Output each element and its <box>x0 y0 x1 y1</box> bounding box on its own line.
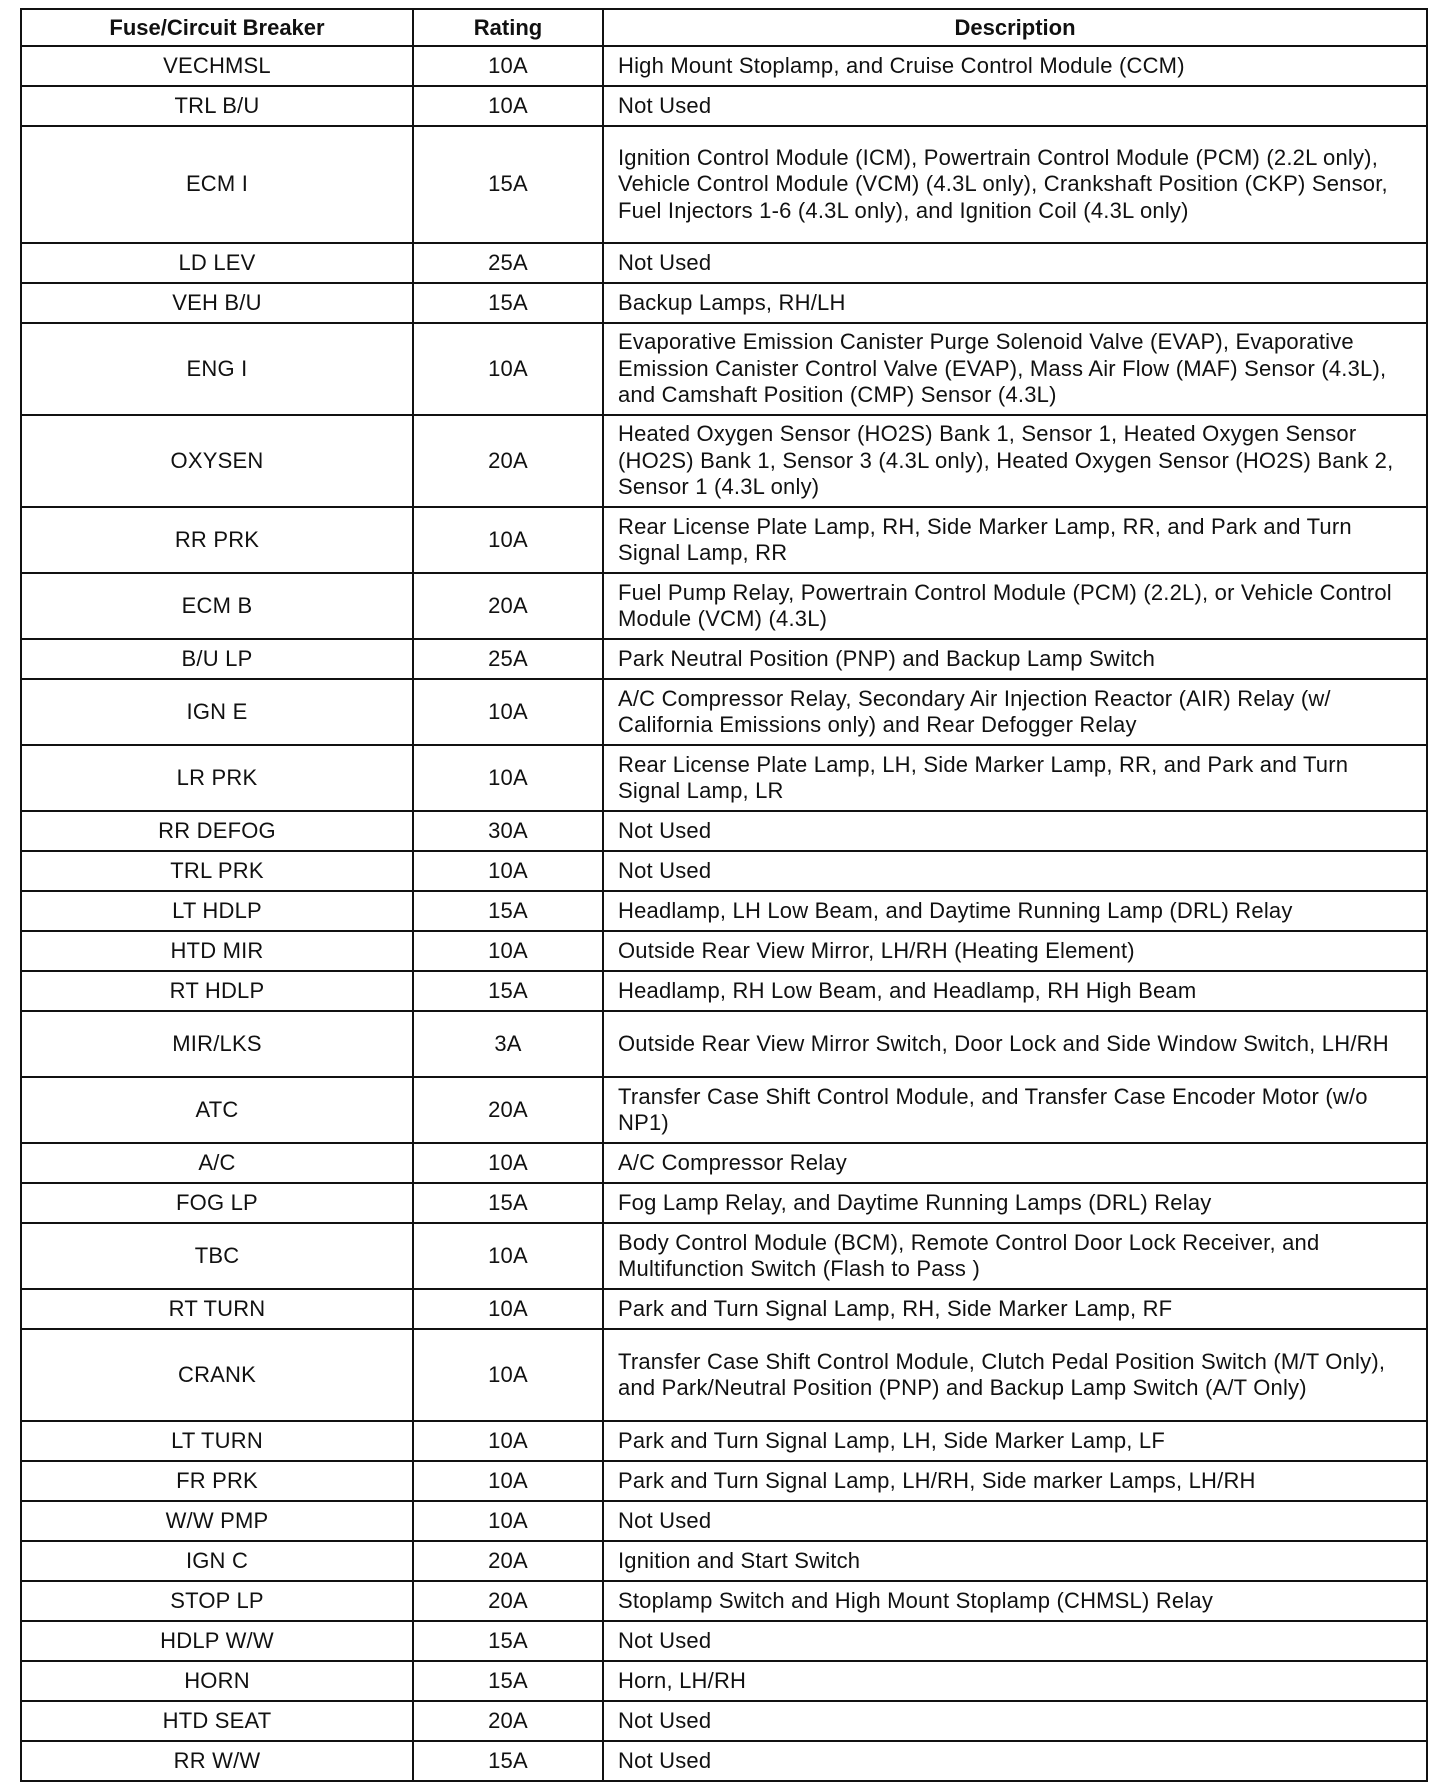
table-row <box>21 1223 1427 1289</box>
table-body <box>21 46 1427 1781</box>
table-row <box>21 1541 1427 1581</box>
description-cell: Not Used <box>603 811 1427 851</box>
fuse-cell: ECM I <box>21 126 413 243</box>
description-cell: Park and Turn Signal Lamp, RH, Side Marker Lamp, RF <box>603 1289 1427 1329</box>
fuse-table <box>20 8 1428 1782</box>
table-row <box>21 1701 1427 1741</box>
table-row <box>21 1077 1427 1143</box>
rating-cell: 10A <box>413 1501 603 1541</box>
rating-cell: 30A <box>413 811 603 851</box>
description-cell: Fog Lamp Relay, and Daytime Running Lamps (DRL) Relay <box>603 1183 1427 1223</box>
rating-cell: 15A <box>413 283 603 323</box>
fuse-table-page <box>20 8 1426 1782</box>
fuse-cell: LT TURN <box>21 1421 413 1461</box>
rating-cell: 20A <box>413 415 603 507</box>
rating-cell: 20A <box>413 1077 603 1143</box>
fuse-cell: TBC <box>21 1223 413 1289</box>
rating-cell: 10A <box>413 507 603 573</box>
table-row <box>21 1289 1427 1329</box>
description-cell: Not Used <box>603 1621 1427 1661</box>
description-cell: Park Neutral Position (PNP) and Backup Lamp Switch <box>603 639 1427 679</box>
description-cell: Backup Lamps, RH/LH <box>603 283 1427 323</box>
rating-cell: 10A <box>413 1289 603 1329</box>
table-row <box>21 971 1427 1011</box>
table-row <box>21 1329 1427 1421</box>
description-cell: Body Control Module (BCM), Remote Control Door Lock Receiver, and Multifunction Switch (Flash to Pass ) <box>603 1223 1427 1289</box>
rating-cell: 10A <box>413 1143 603 1183</box>
rating-cell: 10A <box>413 1461 603 1501</box>
description-cell: Not Used <box>603 1701 1427 1741</box>
description-cell: Not Used <box>603 1741 1427 1781</box>
rating-cell: 10A <box>413 46 603 86</box>
table-row <box>21 1501 1427 1541</box>
rating-cell: 15A <box>413 1741 603 1781</box>
fuse-cell: HTD MIR <box>21 931 413 971</box>
table-row <box>21 507 1427 573</box>
fuse-cell: RR DEFOG <box>21 811 413 851</box>
fuse-cell: VEH B/U <box>21 283 413 323</box>
fuse-cell: ATC <box>21 1077 413 1143</box>
table-row <box>21 639 1427 679</box>
description-cell: Evaporative Emission Canister Purge Solenoid Valve (EVAP), Evaporative Emission Canister Control Valve (EVAP), Mass Air Flow (MAF) Sensor (4.3L), and Camshaft Position (CMP) Sensor (4.3L) <box>603 323 1427 415</box>
table-row <box>21 46 1427 86</box>
fuse-cell: ENG I <box>21 323 413 415</box>
header-rating: Rating <box>413 9 603 46</box>
description-cell: Stoplamp Switch and High Mount Stoplamp (CHMSL) Relay <box>603 1581 1427 1621</box>
header-description: Description <box>603 9 1427 46</box>
rating-cell: 15A <box>413 891 603 931</box>
rating-cell: 20A <box>413 1581 603 1621</box>
description-cell: Not Used <box>603 851 1427 891</box>
rating-cell: 20A <box>413 1701 603 1741</box>
table-row <box>21 1421 1427 1461</box>
description-cell: Fuel Pump Relay, Powertrain Control Module (PCM) (2.2L), or Vehicle Control Module (VCM) (4.3L) <box>603 573 1427 639</box>
fuse-cell: MIR/LKS <box>21 1011 413 1077</box>
table-row <box>21 283 1427 323</box>
table-row <box>21 931 1427 971</box>
rating-cell: 25A <box>413 639 603 679</box>
rating-cell: 15A <box>413 1183 603 1223</box>
fuse-cell: B/U LP <box>21 639 413 679</box>
description-cell: Headlamp, RH Low Beam, and Headlamp, RH High Beam <box>603 971 1427 1011</box>
rating-cell: 25A <box>413 243 603 283</box>
description-cell: Rear License Plate Lamp, LH, Side Marker Lamp, RR, and Park and Turn Signal Lamp, LR <box>603 745 1427 811</box>
description-cell: Ignition Control Module (ICM), Powertrain Control Module (PCM) (2.2L only), Vehicle Control Module (VCM) (4.3L only), Crankshaft Position (CKP) Sensor, Fuel Injectors 1-6 (4.3L only), and Ignition Coil (4.3L only) <box>603 126 1427 243</box>
fuse-cell: ECM B <box>21 573 413 639</box>
table-row <box>21 1461 1427 1501</box>
table-row <box>21 86 1427 126</box>
fuse-cell: LR PRK <box>21 745 413 811</box>
rating-cell: 10A <box>413 851 603 891</box>
fuse-cell: LD LEV <box>21 243 413 283</box>
table-row <box>21 415 1427 507</box>
description-cell: Park and Turn Signal Lamp, LH, Side Marker Lamp, LF <box>603 1421 1427 1461</box>
fuse-cell: TRL PRK <box>21 851 413 891</box>
table-header <box>21 9 1427 46</box>
description-cell: Outside Rear View Mirror, LH/RH (Heating Element) <box>603 931 1427 971</box>
rating-cell: 15A <box>413 1621 603 1661</box>
rating-cell: 10A <box>413 1329 603 1421</box>
fuse-cell: HDLP W/W <box>21 1621 413 1661</box>
header-row <box>21 9 1427 46</box>
table-row <box>21 811 1427 851</box>
description-cell: Headlamp, LH Low Beam, and Daytime Running Lamp (DRL) Relay <box>603 891 1427 931</box>
description-cell: Not Used <box>603 1501 1427 1541</box>
table-row <box>21 1741 1427 1781</box>
fuse-cell: VECHMSL <box>21 46 413 86</box>
fuse-cell: A/C <box>21 1143 413 1183</box>
fuse-cell: CRANK <box>21 1329 413 1421</box>
description-cell: Not Used <box>603 243 1427 283</box>
table-row <box>21 745 1427 811</box>
description-cell: A/C Compressor Relay, Secondary Air Injection Reactor (AIR) Relay (w/ California Emissions only) and Rear Defogger Relay <box>603 679 1427 745</box>
rating-cell: 10A <box>413 679 603 745</box>
rating-cell: 15A <box>413 126 603 243</box>
fuse-cell: RR PRK <box>21 507 413 573</box>
table-row <box>21 126 1427 243</box>
table-row <box>21 1011 1427 1077</box>
table-row <box>21 1143 1427 1183</box>
description-cell: Transfer Case Shift Control Module, Clutch Pedal Position Switch (M/T Only), and Park/Neutral Position (PNP) and Backup Lamp Switch (A/T Only) <box>603 1329 1427 1421</box>
table-row <box>21 1183 1427 1223</box>
table-row <box>21 243 1427 283</box>
table-row <box>21 1621 1427 1661</box>
fuse-cell: HORN <box>21 1661 413 1701</box>
fuse-cell: IGN E <box>21 679 413 745</box>
table-row <box>21 1661 1427 1701</box>
description-cell: Not Used <box>603 86 1427 126</box>
description-cell: Park and Turn Signal Lamp, LH/RH, Side marker Lamps, LH/RH <box>603 1461 1427 1501</box>
rating-cell: 20A <box>413 573 603 639</box>
table-row <box>21 323 1427 415</box>
description-cell: Horn, LH/RH <box>603 1661 1427 1701</box>
description-cell: Ignition and Start Switch <box>603 1541 1427 1581</box>
fuse-cell: W/W PMP <box>21 1501 413 1541</box>
description-cell: A/C Compressor Relay <box>603 1143 1427 1183</box>
fuse-cell: OXYSEN <box>21 415 413 507</box>
description-cell: Rear License Plate Lamp, RH, Side Marker Lamp, RR, and Park and Turn Signal Lamp, RR <box>603 507 1427 573</box>
rating-cell: 15A <box>413 1661 603 1701</box>
description-cell: Transfer Case Shift Control Module, and Transfer Case Encoder Motor (w/o NP1) <box>603 1077 1427 1143</box>
fuse-cell: FOG LP <box>21 1183 413 1223</box>
description-cell: Outside Rear View Mirror Switch, Door Lock and Side Window Switch, LH/RH <box>603 1011 1427 1077</box>
fuse-cell: IGN C <box>21 1541 413 1581</box>
fuse-cell: LT HDLP <box>21 891 413 931</box>
fuse-cell: RR W/W <box>21 1741 413 1781</box>
fuse-cell: FR PRK <box>21 1461 413 1501</box>
fuse-cell: RT TURN <box>21 1289 413 1329</box>
fuse-cell: HTD SEAT <box>21 1701 413 1741</box>
table-row <box>21 573 1427 639</box>
table-row <box>21 851 1427 891</box>
rating-cell: 10A <box>413 1223 603 1289</box>
rating-cell: 10A <box>413 323 603 415</box>
rating-cell: 10A <box>413 745 603 811</box>
table-row <box>21 1581 1427 1621</box>
fuse-cell: TRL B/U <box>21 86 413 126</box>
rating-cell: 10A <box>413 86 603 126</box>
rating-cell: 20A <box>413 1541 603 1581</box>
description-cell: Heated Oxygen Sensor (HO2S) Bank 1, Sensor 1, Heated Oxygen Sensor (HO2S) Bank 1, Sensor 3 (4.3L only), Heated Oxygen Sensor (HO2S) Bank 2, Sensor 1 (4.3L only) <box>603 415 1427 507</box>
rating-cell: 10A <box>413 1421 603 1461</box>
rating-cell: 15A <box>413 971 603 1011</box>
rating-cell: 10A <box>413 931 603 971</box>
rating-cell: 3A <box>413 1011 603 1077</box>
fuse-cell: STOP LP <box>21 1581 413 1621</box>
table-row <box>21 891 1427 931</box>
description-cell: High Mount Stoplamp, and Cruise Control Module (CCM) <box>603 46 1427 86</box>
table-row <box>21 679 1427 745</box>
fuse-cell: RT HDLP <box>21 971 413 1011</box>
header-fuse: Fuse/Circuit Breaker <box>21 9 413 46</box>
